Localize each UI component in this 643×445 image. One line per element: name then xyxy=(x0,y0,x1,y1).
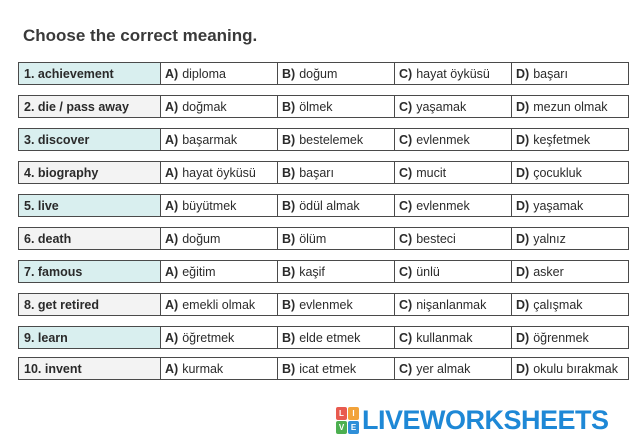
option-letter: A) xyxy=(165,361,179,376)
option-letter: C) xyxy=(399,165,413,180)
answer-option[interactable] xyxy=(277,260,395,283)
option-letter: C) xyxy=(399,297,413,312)
option-text: elde etmek xyxy=(299,330,361,345)
answer-option[interactable] xyxy=(511,293,629,316)
option-text: besteci xyxy=(416,231,456,246)
question-label: 8. get retired xyxy=(18,293,161,316)
option-letter: B) xyxy=(282,66,296,81)
option-letter: D) xyxy=(516,99,530,114)
option-text: okulu bırakmak xyxy=(533,361,618,376)
option-text: çalışmak xyxy=(533,297,583,312)
option-letter: C) xyxy=(399,132,413,147)
option-text: evlenmek xyxy=(416,198,470,213)
option-text: başarı xyxy=(299,165,334,180)
answer-option[interactable] xyxy=(394,161,512,184)
answer-option[interactable] xyxy=(160,227,278,250)
question-row xyxy=(18,128,630,151)
option-text: kaşif xyxy=(299,264,325,279)
option-text: yaşamak xyxy=(416,99,467,114)
option-text: kullanmak xyxy=(416,330,473,345)
answer-option[interactable] xyxy=(160,128,278,151)
question-label: 1. achievement xyxy=(18,62,161,85)
option-text: nişanlanmak xyxy=(416,297,487,312)
answer-option[interactable] xyxy=(277,227,395,250)
option-text: doğmak xyxy=(182,99,227,114)
option-letter: B) xyxy=(282,231,296,246)
option-letter: D) xyxy=(516,165,530,180)
question-label: 9. learn xyxy=(18,326,161,349)
answer-option[interactable] xyxy=(277,293,395,316)
option-letter: A) xyxy=(165,231,179,246)
option-letter: B) xyxy=(282,99,296,114)
option-letter: D) xyxy=(516,361,530,376)
option-text: bestelemek xyxy=(299,132,364,147)
answer-option[interactable] xyxy=(160,326,278,349)
option-letter: A) xyxy=(165,66,179,81)
option-text: başarmak xyxy=(182,132,238,147)
answer-option[interactable] xyxy=(160,194,278,217)
option-letter: A) xyxy=(165,297,179,312)
option-text: öğretmek xyxy=(182,330,235,345)
answer-option[interactable] xyxy=(394,357,512,380)
answer-option[interactable] xyxy=(394,293,512,316)
answer-option[interactable] xyxy=(394,95,512,118)
question-row xyxy=(18,194,630,217)
answer-option[interactable] xyxy=(511,357,629,380)
option-text: yalnız xyxy=(533,231,566,246)
option-text: icat etmek xyxy=(299,361,357,376)
answer-option[interactable] xyxy=(511,128,629,151)
option-letter: C) xyxy=(399,198,413,213)
option-text: keşfetmek xyxy=(533,132,591,147)
option-text: öğrenmek xyxy=(533,330,589,345)
option-letter: D) xyxy=(516,231,530,246)
answer-option[interactable] xyxy=(277,194,395,217)
answer-option[interactable] xyxy=(160,293,278,316)
question-row xyxy=(18,326,630,349)
option-text: ölüm xyxy=(299,231,327,246)
option-text: yaşamak xyxy=(533,198,584,213)
answer-option[interactable] xyxy=(277,62,395,85)
answer-option[interactable] xyxy=(394,194,512,217)
option-letter: D) xyxy=(516,66,530,81)
question-label: 7. famous xyxy=(18,260,161,283)
answer-option[interactable] xyxy=(277,95,395,118)
answer-option[interactable] xyxy=(277,357,395,380)
option-text: asker xyxy=(533,264,564,279)
question-row xyxy=(18,293,630,316)
logo-text: LIVEWORKSHEETS xyxy=(362,405,609,435)
answer-option[interactable] xyxy=(394,227,512,250)
option-letter: C) xyxy=(399,264,413,279)
logo-letter-i: I xyxy=(348,407,359,420)
option-text: emekli olmak xyxy=(182,297,256,312)
answer-option[interactable] xyxy=(160,357,278,380)
option-letter: C) xyxy=(399,330,413,345)
answer-option[interactable] xyxy=(394,326,512,349)
option-letter: D) xyxy=(516,297,530,312)
option-letter: B) xyxy=(282,198,296,213)
option-text: diploma xyxy=(182,66,226,81)
option-letter: B) xyxy=(282,297,296,312)
answer-option[interactable] xyxy=(394,260,512,283)
option-text: eğitim xyxy=(182,264,216,279)
option-letter: D) xyxy=(516,132,530,147)
answer-option[interactable] xyxy=(511,161,629,184)
question-label: 2. die / pass away xyxy=(18,95,161,118)
option-text: doğum xyxy=(182,231,221,246)
option-letter: C) xyxy=(399,66,413,81)
answer-option[interactable] xyxy=(511,62,629,85)
question-row xyxy=(18,62,630,85)
page-title: Choose the correct meaning. xyxy=(23,26,258,45)
option-text: doğum xyxy=(299,66,338,81)
answer-option[interactable] xyxy=(511,95,629,118)
question-row xyxy=(18,357,630,380)
option-letter: C) xyxy=(399,99,413,114)
option-letter: A) xyxy=(165,264,179,279)
question-row xyxy=(18,161,630,184)
option-letter: D) xyxy=(516,198,530,213)
answer-option[interactable] xyxy=(511,194,629,217)
answer-option[interactable] xyxy=(394,62,512,85)
question-label: 6. death xyxy=(18,227,161,250)
option-letter: A) xyxy=(165,165,179,180)
option-letter: B) xyxy=(282,165,296,180)
option-text: büyütmek xyxy=(182,198,237,213)
logo-letter-e: E xyxy=(348,421,359,434)
option-letter: C) xyxy=(399,231,413,246)
answer-option[interactable] xyxy=(277,326,395,349)
answer-option[interactable] xyxy=(277,161,395,184)
option-text: mezun olmak xyxy=(533,99,608,114)
option-text: evlenmek xyxy=(299,297,353,312)
question-label: 4. biography xyxy=(18,161,161,184)
option-letter: A) xyxy=(165,99,179,114)
answer-option[interactable] xyxy=(511,227,629,250)
option-letter: B) xyxy=(282,264,296,279)
answer-option[interactable] xyxy=(394,128,512,151)
logo-letter-v: V xyxy=(336,421,347,434)
answer-option[interactable] xyxy=(160,161,278,184)
option-letter: D) xyxy=(516,264,530,279)
answer-option[interactable] xyxy=(277,128,395,151)
logo-letter-l: L xyxy=(336,407,347,420)
liveworksheets-logo xyxy=(336,405,609,436)
option-text: başarı xyxy=(533,66,568,81)
option-text: evlenmek xyxy=(416,132,470,147)
option-letter: C) xyxy=(399,361,413,376)
option-text: çocukluk xyxy=(533,165,582,180)
option-letter: A) xyxy=(165,132,179,147)
option-text: hayat öyküsü xyxy=(182,165,256,180)
option-text: hayat öyküsü xyxy=(416,66,490,81)
answer-option[interactable] xyxy=(160,62,278,85)
option-letter: A) xyxy=(165,198,179,213)
option-text: ödül almak xyxy=(299,198,360,213)
option-text: mucit xyxy=(416,165,447,180)
question-row xyxy=(18,227,630,250)
option-letter: B) xyxy=(282,132,296,147)
option-letter: D) xyxy=(516,330,530,345)
option-text: ölmek xyxy=(299,99,333,114)
question-label: 3. discover xyxy=(18,128,161,151)
answer-option[interactable] xyxy=(160,95,278,118)
answer-option[interactable] xyxy=(160,260,278,283)
logo-mark-icon xyxy=(336,407,359,434)
option-text: ünlü xyxy=(416,264,440,279)
question-label: 5. live xyxy=(18,194,161,217)
option-letter: B) xyxy=(282,330,296,345)
answer-option[interactable] xyxy=(511,326,629,349)
option-text: kurmak xyxy=(182,361,224,376)
question-row xyxy=(18,260,630,283)
question-row xyxy=(18,95,630,118)
question-label: 10. invent xyxy=(18,357,161,380)
answer-option[interactable] xyxy=(511,260,629,283)
option-text: yer almak xyxy=(416,361,471,376)
option-letter: A) xyxy=(165,330,179,345)
option-letter: B) xyxy=(282,361,296,376)
